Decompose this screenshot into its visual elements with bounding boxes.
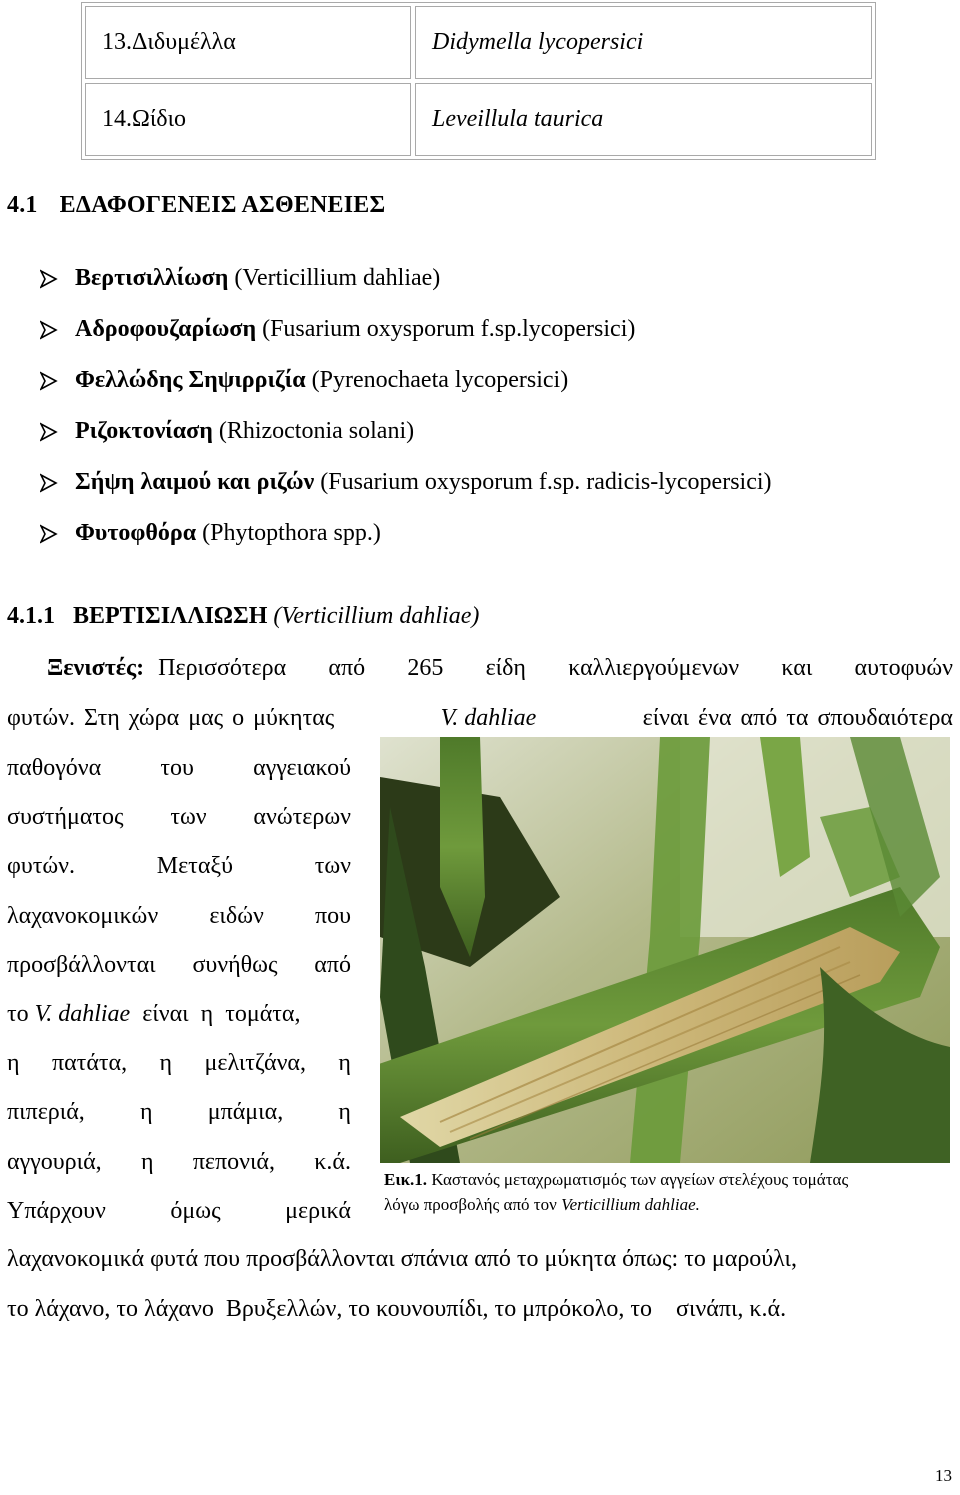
word: συνήθως (192, 951, 278, 978)
tomato-stem-photo (380, 737, 950, 1163)
word: Υπάρχουν (7, 1197, 106, 1224)
word: αγγειακού (253, 755, 351, 781)
caption-text: Καστανός μεταχρωματισμός των αγγείων στελέχους τομάτας (431, 1170, 849, 1189)
table-cell-latin: Leveillula taurica (415, 83, 872, 156)
disease-name: Ριζοκτονίαση (75, 418, 213, 444)
word: που (315, 902, 351, 929)
wrapped-line (7, 1001, 351, 1028)
arrow-bullet-icon (40, 524, 58, 544)
caption-pathogen: Verticillium dahliae. (561, 1195, 700, 1214)
hosts-text-c: είναι ένα από τα σπουδαιότερα (642, 705, 953, 731)
wrapped-line (7, 853, 351, 880)
wrapped-line (7, 1149, 351, 1176)
word: του (160, 755, 194, 781)
disease-name: Φελλώδης Σηψιρριζία (75, 367, 306, 393)
word: μπάμια, (207, 1099, 284, 1126)
subsection-pathogen: (Verticillium dahliae) (273, 603, 480, 629)
word: των (170, 804, 207, 831)
figure-caption (384, 1167, 956, 1217)
wrapped-line (7, 804, 351, 831)
word: Μεταξύ (156, 853, 233, 880)
wrapped-line (7, 952, 351, 979)
word: ειδών (209, 902, 264, 929)
caption-label: Εικ.1. (384, 1170, 428, 1189)
page-number: 13 (935, 1466, 952, 1485)
section-title: ΕΔΑΦΟΓΕΝΕΙΣ ΑΣΘΕΝΕΙΕΣ (59, 192, 386, 218)
word: φυτών. (7, 853, 76, 880)
list-item (40, 253, 772, 304)
word: πατάτα, (51, 1050, 128, 1077)
hosts-text-a: φυτών. Στη χώρα μας ο μύκητας (7, 705, 335, 731)
hosts-label: Ξενιστές: (47, 655, 145, 681)
disease-name: Βερτισιλλίωση (75, 265, 229, 291)
section-heading (7, 192, 385, 219)
disease-pathogen: (Pyrenochaeta lycopersici) (311, 367, 569, 393)
word: από (314, 951, 351, 978)
word: η (7, 1050, 20, 1077)
word: μελιτζάνα, (204, 1050, 306, 1077)
disease-pathogen: (Rhizoctonia solani) (218, 418, 415, 444)
hosts-line-2 (7, 705, 953, 732)
subsection-title: ΒΕΡΤΙΣΙΛΛΙΩΣΗ (73, 603, 268, 629)
word: η (338, 1099, 351, 1126)
table-cell-latin: Didymella lycopersici (415, 6, 872, 79)
word: όμως (170, 1197, 221, 1224)
list-item (40, 304, 772, 355)
list-item (40, 355, 772, 406)
disease-pathogen: (Fusarium oxysporum f.sp. radicis-lycopersici) (320, 469, 772, 495)
disease-pathogen: (Phytopthora spp.) (202, 520, 381, 546)
table-row (85, 6, 872, 79)
disease-name: Σήψη λαιμού και ριζών (75, 469, 315, 495)
full-line-1: λαχανοκομικά φυτά που προσβάλλονται σπάνια από το μύκητα όπως: το μαρούλι, (7, 1246, 797, 1272)
hosts-text: Περισσότερα από 265 είδη καλλιεργούμενων και αυτοφυών (158, 655, 953, 681)
full-line-2: το λάχανο, το λάχανο Βρυξελλών, το κουνουπίδι, το μπρόκολο, το σινάπι, κ.ά. (7, 1296, 787, 1322)
word: η (139, 1099, 153, 1126)
word: λαχανοκομικών (7, 902, 159, 929)
list-item (40, 406, 772, 457)
section-number: 4.1 (7, 192, 38, 218)
wrapped-line (7, 755, 351, 782)
word: προσβάλλονται (7, 951, 156, 978)
word: συστήματος (7, 804, 124, 831)
arrow-bullet-icon (40, 320, 58, 340)
list-item (40, 457, 772, 508)
word: η (159, 1050, 173, 1077)
word: μερικά (285, 1197, 351, 1224)
wrapped-line (7, 1099, 351, 1126)
arrow-bullet-icon (40, 371, 58, 391)
word: κ.ά. (314, 1148, 351, 1175)
word: ανώτερων (253, 804, 351, 831)
arrow-bullet-icon (40, 422, 58, 442)
wrapped-line (7, 903, 351, 930)
hosts-line-1 (47, 655, 953, 682)
subsection-number: 4.1.1 (7, 603, 55, 629)
arrow-bullet-icon (40, 473, 58, 493)
word: παθογόνα (7, 755, 102, 781)
word: πιπεριά, (7, 1099, 85, 1126)
word: η (140, 1148, 154, 1175)
table-cell-greek: 13.Διδυμέλλα (85, 6, 411, 79)
word: το V. dahliae είναι η τομάτα, (7, 1001, 301, 1027)
word: των (314, 853, 351, 880)
subsection-heading (7, 603, 479, 630)
word: η (338, 1050, 351, 1077)
arrow-bullet-icon (40, 269, 58, 289)
disease-pathogen: (Verticillium dahliae) (234, 265, 441, 291)
wrapped-line (7, 1198, 351, 1225)
disease-list (40, 253, 772, 559)
table-cell-greek: 14.Ωίδιο (85, 83, 411, 156)
caption-text-2a: λόγω προσβολής από τον (384, 1195, 557, 1214)
wrapped-line (7, 1050, 351, 1077)
disease-name: Αδροφουζαρίωση (75, 316, 257, 342)
pathogen-table (81, 2, 876, 160)
disease-name: Φυτοφθόρα (75, 520, 197, 546)
hosts-text-b: V. dahliae (440, 705, 537, 731)
word: πεπονιά, (192, 1148, 276, 1175)
word: αγγουριά, (7, 1148, 102, 1175)
disease-pathogen: (Fusarium oxysporum f.sp.lycopersici) (262, 316, 636, 342)
table-row (85, 83, 872, 156)
list-item (40, 508, 772, 559)
